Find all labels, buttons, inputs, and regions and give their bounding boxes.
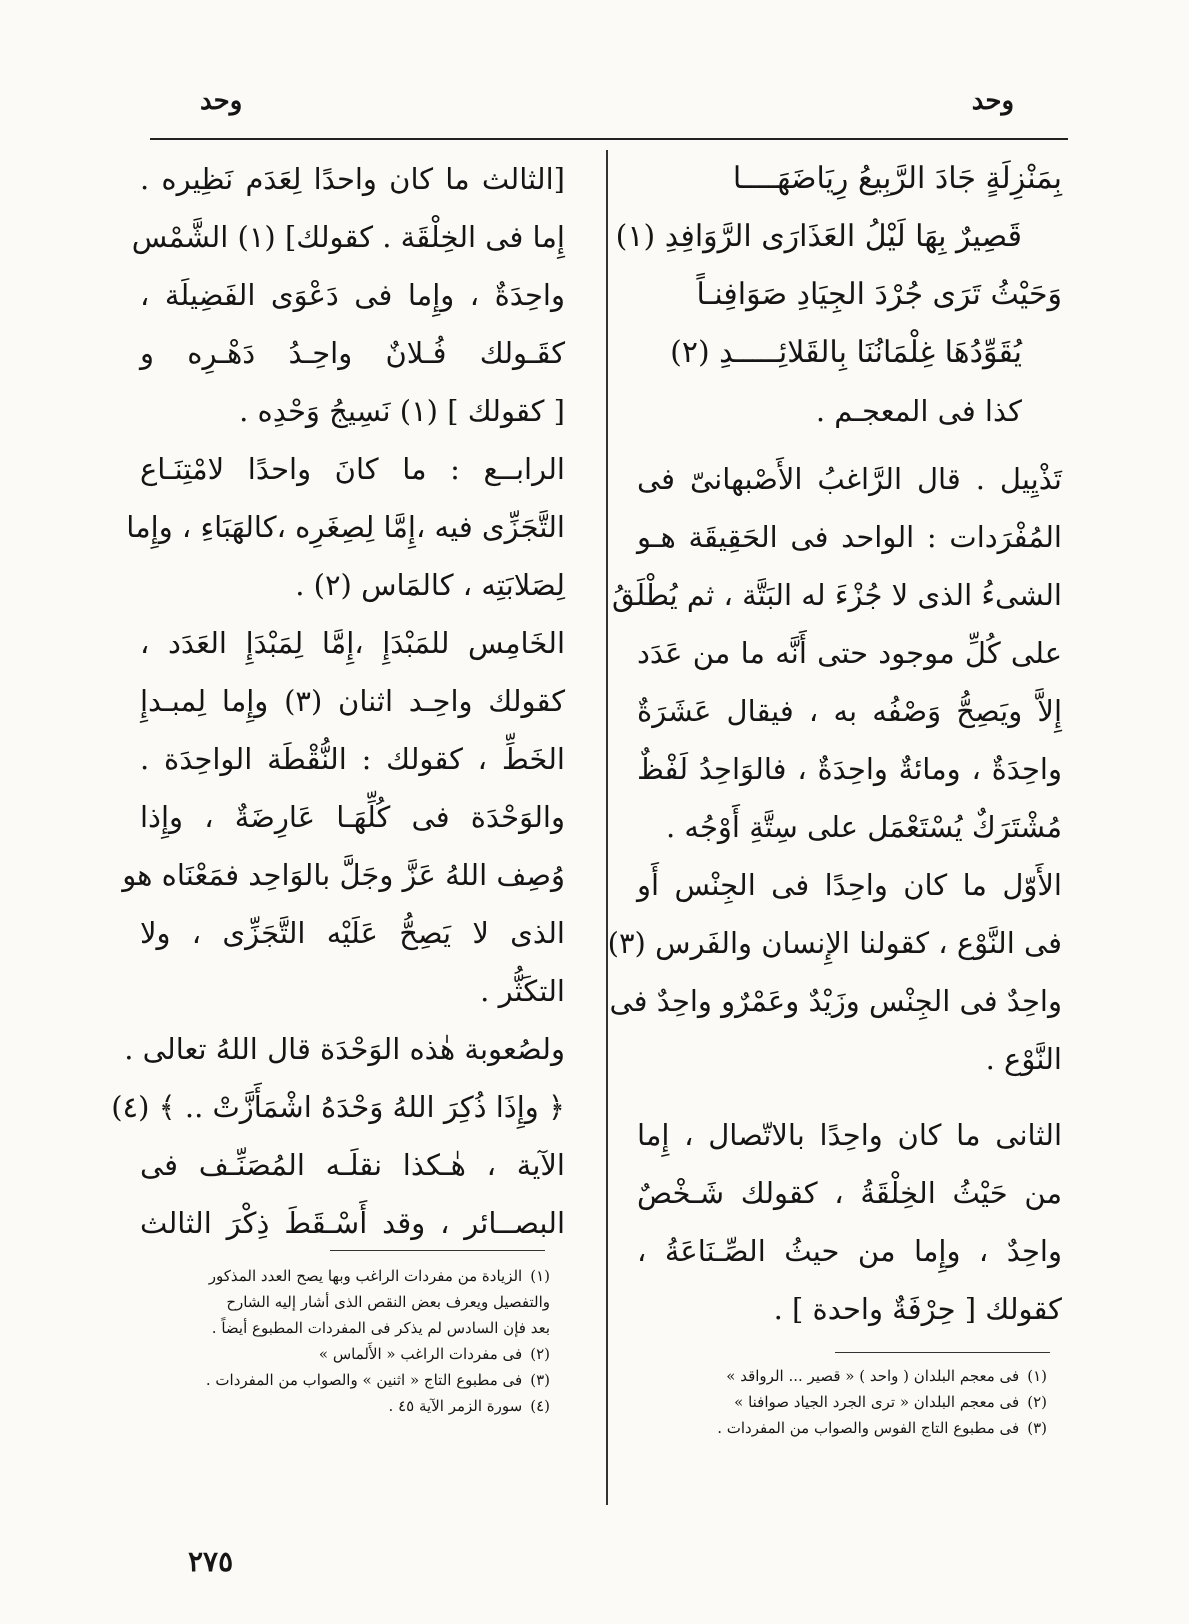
poem-line: وَحَيْثُ تَرَى جُرْدَ الجِيَادِ صَوَافِنـاً [696,277,1062,312]
footnote [637,1363,1047,1389]
text-line: من حَيْثُ الخِلْقَةُ ، كقولك شَـخْصٌ [637,1176,1062,1210]
poem-line: بِمَنْزِلَةٍ جَادَ الرَّبِيعُ رِيَاضَهَــــا [732,161,1062,196]
text-line: واحِدٌ فى الجِنْس وزَيْدٌ وعَمْرٌو واحِدٌ فى [609,984,1062,1018]
footnote [637,1389,1047,1415]
footnote-text: بعد فإن السادس لم يذكر فى المفردات المطبوع أيضاً . [211,1319,550,1337]
text-line: واحِدٌ ، وإِما من حيثُ الصِّـنَاعَةُ ، [637,1234,1062,1268]
text-line: كقَـولك فُـلانٌ واحِـدُ دَهْـرِه و [140,336,565,370]
footnote-number: (٤) [530,1397,550,1415]
text-line: النَّوْع . [985,1042,1062,1076]
text-line: لِصَلابَتِه ، كالمَاس (٢) . [295,568,565,602]
text-line: فى النَّوْع ، كقولنا الإِنسان والفَرس (٣) [607,926,1062,960]
footnote-rule-right [835,1352,1050,1353]
column-divider [606,150,608,1505]
footnote-number: (٣) [1027,1419,1047,1437]
text-line: البصــائر ، وقد أَسْـقَطَ ذِكْرَ الثالث [140,1206,565,1240]
text-line: وُصِف اللهُ عَزَّ وجَلَّ بالوَاحِد فمَعْنَاه هو [122,858,565,892]
footnotes-left [140,1263,550,1419]
text-line: [الثالث ما كان واحدًا لِعَدَم نَظِيره . [140,162,565,196]
text-line: ولصُعوبة هٰذه الوَحْدَة قال اللهُ تعالى . [124,1032,565,1066]
text-line: إِما فى الخِلْقَة . كقولك] (١) الشَّمْس [131,220,565,254]
footnote-text: فى مفردات الراغب « الأَلماس » [318,1345,523,1363]
text-line: والوَحْدَة فى كُلِّهَـا عَارِضَةٌ ، وإِذا [140,800,565,834]
footnote [637,1415,1047,1441]
footnote-number: (٣) [530,1371,550,1389]
footnote [140,1263,550,1289]
text-line: الخَطِّ ، كقولك : النُّقْطَة الواحِدَة . [140,742,565,776]
quran-quote: ﴿ وإِذَا ذُكِرَ اللهُ وَحْدَهُ اشْمَأَزَّتْ .. ﴾ (٤) [111,1090,565,1124]
footnote-text: فى معجم البلدان « ترى الجرد الجياد صوافنا » [734,1393,1020,1411]
footnote-text: فى مطبوع التاج الفوس والصواب من المفردات . [717,1419,1020,1437]
text-line: الشىءُ الذى لا جُزْءَ له البَتَّة ، ثم يُطْلَقُ [612,578,1062,612]
footnote-number: (١) [530,1267,550,1285]
text-line: كذا فى المعجـم . [815,394,1022,428]
footnote-number: (١) [1027,1367,1047,1385]
text-line: التَّجَزِّى فيه ،إِمَّا لِصِغَرِه ،كالهَبَاءِ ، وإِما [126,510,565,544]
footnote [140,1367,550,1393]
footnote-number: (٢) [530,1345,550,1363]
footnote [140,1341,550,1367]
footnote-rule-left [330,1250,545,1251]
text-line: إِلاَّ ويَصِحُّ وَصْفُه به ، فيقال عَشَرَةٌ [637,694,1062,728]
header-rule [150,138,1068,140]
text-line: على كُلِّ موجود حتى أَنَّه ما من عَدَد [637,636,1062,670]
page-number: ٢٧٥ [188,1545,234,1578]
running-head-right: وحد [971,86,1014,116]
footnote-text: فى مطبوع التاج « اثنين » والصواب من المفردات . [205,1371,523,1389]
text-line: الرابــع : ما كانَ واحدًا لامْتِنَـاع [140,452,565,486]
footnote-number: (٢) [1027,1393,1047,1411]
text-line: واحِدَةٌ ، ومائةٌ واحِدَةٌ ، فالوَاحِدُ لَفْظٌ [637,752,1062,786]
text-line: المُفْرَدات : الواحد فى الحَقِيقَة هـو [637,520,1062,554]
text-line: الأَوّل ما كان واحِدًا فى الجِنْس أَو [637,868,1062,902]
footnote-text: والتفصيل ويعرف بعض النقص الذى أشار إليه الشارح [226,1293,550,1311]
footnote-text: فى معجم البلدان ( واحد ) « قصير ... الرواقد » [726,1367,1020,1385]
left-column [111,150,566,1252]
text-line: واحِدَةٌ ، وإِما فى دَعْوَى الفَضِيلَة ، [140,278,565,312]
running-head-left: وحد [200,86,243,116]
text-line: الثانى ما كان واحِدًا بالاتّصال ، إِما [637,1118,1062,1152]
text-line: الآية ، هٰـكذا نقلَـه المُصَنِّـف فى [140,1148,565,1182]
footnote-text: الزيادة من مفردات الراغب وبها يصح العدد المذكور [208,1267,523,1285]
footnote-text: سورة الزمر الآية ٤٥ . [388,1397,523,1415]
text-line: الذى لا يَصِحُّ عَلَيْه التَّجَزِّى ، ولا [140,916,565,950]
footnote [140,1393,550,1419]
poem-line: قَصِيرٌ بِهَا لَيْلُ العَذَارَى الرَّوَافِدِ (١) [615,219,1022,254]
text-line: تَذْيِيل . قال الرَّاغبُ الأَصْبهانىّ فى [637,462,1062,496]
text-line: كقولك واحِـد اثنان (٣) وإِما لِمبـدإِ [140,684,566,718]
text-line: مُشْتَرَكٌ يُسْتَعْمَل على سِتَّةِ أَوْجُه . [666,810,1062,844]
right-column [607,150,1062,1338]
text-line: الخَامِس للمَبْدَإِ ،إِمَّا لِمَبْدَإِ العَدَد ، [140,626,565,660]
poem-line: يُقَوِّدُهَا غِلْمَانُنَا بِالقَلائِـــــدِ (٢) [670,335,1022,370]
text-line: التكَثُّر . [480,974,565,1008]
text-line: [ كقولك ] (١) نَسِيجُ وَحْدِه . [239,394,565,428]
footnotes-right [637,1363,1047,1441]
text-line: كقولك [ حِرْفَةٌ واحدة ] . [773,1292,1062,1326]
